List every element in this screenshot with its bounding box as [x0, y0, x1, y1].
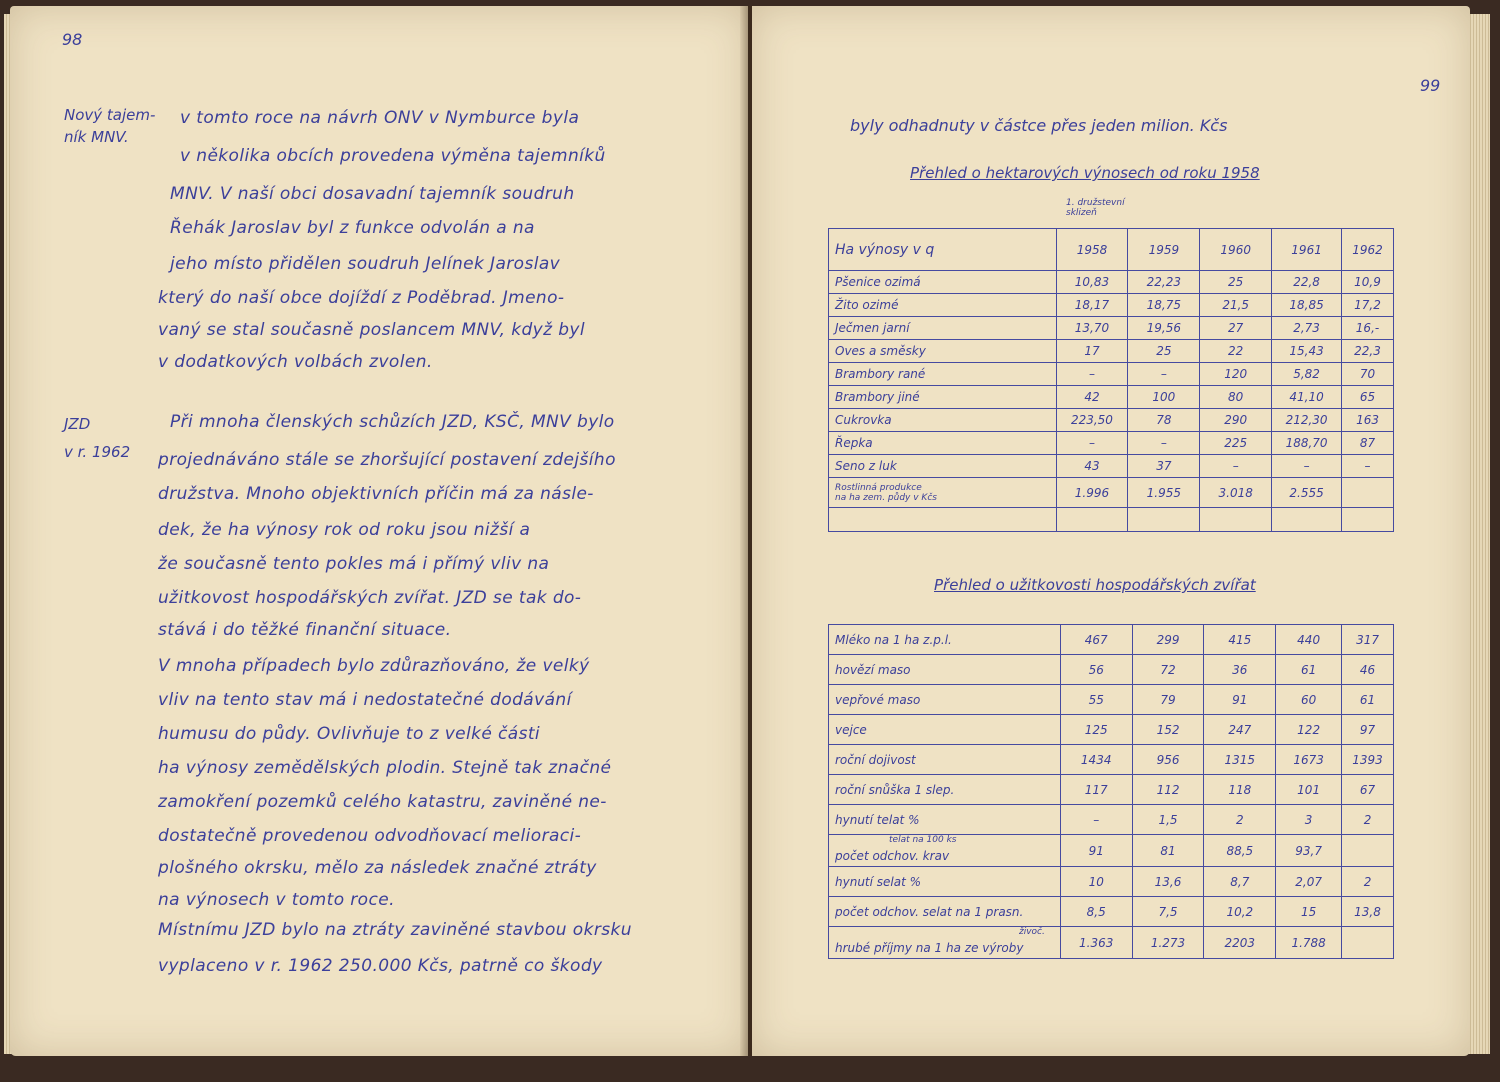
text-line: projednáváno stále se zhoršující postavení zdejšího [158, 450, 616, 470]
row-label: vejce [829, 715, 1061, 745]
cell: 13,8 [1342, 897, 1394, 927]
row-label-cell [829, 927, 1061, 959]
row-label: Ječmen jarní [829, 317, 1057, 340]
table-row [829, 715, 1394, 745]
cell: 2,07 [1276, 867, 1342, 897]
cell: – [1060, 805, 1132, 835]
text-line: Řehák Jaroslav byl z funkce odvolán a na [170, 218, 535, 238]
text-line: že současně tento pokles má i přímý vliv na [158, 554, 550, 574]
livestock-table [828, 624, 1394, 959]
cell: 2 [1342, 867, 1394, 897]
row-label: Mléko na 1 ha z.p.l. [829, 625, 1061, 655]
cell: 1,5 [1132, 805, 1204, 835]
table-row [829, 432, 1394, 455]
row-note: živoč. [1019, 927, 1045, 937]
cell: 440 [1276, 625, 1342, 655]
table-row [829, 363, 1394, 386]
cell: 117 [1060, 775, 1132, 805]
cell: 80 [1200, 386, 1272, 409]
table2-title: Přehled o užitkovosti hospodářských zvířat [934, 576, 1256, 594]
cell [1342, 508, 1394, 532]
text-line: V mnoha případech bylo zdůrazňováno, že velký [158, 656, 590, 676]
table-row [829, 685, 1394, 715]
cell: 2 [1342, 805, 1394, 835]
cell: 1434 [1060, 745, 1132, 775]
text-line: na výnosech v tomto roce. [158, 890, 395, 910]
cell [1342, 835, 1394, 867]
cell: 91 [1204, 685, 1276, 715]
text-line: jeho místo přidělen soudruh Jelínek Jaroslav [170, 254, 561, 274]
table-row [829, 927, 1394, 959]
table-row [829, 317, 1394, 340]
margin-note-jzd: JZD v r. 1962 [64, 415, 131, 461]
row-label: počet odchov. krav [835, 848, 950, 863]
table-row [829, 867, 1394, 897]
cell: 37 [1128, 455, 1200, 478]
cell: – [1056, 432, 1128, 455]
row-label: hrubé příjmy na 1 ha ze výroby [835, 940, 1024, 955]
cell: 27 [1200, 317, 1272, 340]
cell [1056, 508, 1128, 532]
cell: 21,5 [1200, 294, 1272, 317]
row-label: hovězí maso [829, 655, 1061, 685]
cell: 120 [1200, 363, 1272, 386]
text-line: který do naší obce dojíždí z Poděbrad. Jmeno- [158, 288, 565, 308]
cell: 10 [1060, 867, 1132, 897]
yields-table [828, 228, 1394, 532]
cell: 100 [1128, 386, 1200, 409]
cell: 97 [1342, 715, 1394, 745]
cell: 18,17 [1056, 294, 1128, 317]
row-label: Rostlinná produkce na ha zem. půdy v Kčs [829, 478, 1057, 508]
table-row [829, 508, 1394, 532]
table-row [829, 455, 1394, 478]
left-page [10, 6, 748, 1056]
cell: 67 [1342, 775, 1394, 805]
cell: 88,5 [1204, 835, 1276, 867]
cell: 2,73 [1272, 317, 1342, 340]
cell: 956 [1132, 745, 1204, 775]
table-row [829, 805, 1394, 835]
cell: 16,- [1342, 317, 1394, 340]
row-label: Řepka [829, 432, 1057, 455]
cell: 18,85 [1272, 294, 1342, 317]
cell: 225 [1200, 432, 1272, 455]
text-line: užitkovost hospodářských zvířat. JZD se tak do- [158, 588, 582, 608]
cell: 163 [1342, 409, 1394, 432]
cell: 25 [1128, 340, 1200, 363]
table1-title: Přehled o hektarových výnosech od roku 1958 [910, 164, 1260, 182]
cell: 247 [1204, 715, 1276, 745]
cell: 1.788 [1276, 927, 1342, 959]
cell: 152 [1132, 715, 1204, 745]
cell: 299 [1132, 625, 1204, 655]
cell: 112 [1132, 775, 1204, 805]
cell: 60 [1276, 685, 1342, 715]
text-line: zamokření pozemků celého katastru, zaviněné ne- [158, 792, 607, 812]
text-line: dek, že ha výnosy rok od roku jsou nižší a [158, 520, 531, 540]
right-page [752, 6, 1470, 1056]
table-row [829, 835, 1394, 867]
table-row [829, 775, 1394, 805]
text-line: vliv na tento stav má i nedostatečné dodávání [158, 690, 572, 710]
cell: 2 [1204, 805, 1276, 835]
row-label: Pšenice ozimá [829, 271, 1057, 294]
row-label: Brambory rané [829, 363, 1057, 386]
cell: 2203 [1204, 927, 1276, 959]
cell: 7,5 [1132, 897, 1204, 927]
table-row [829, 625, 1394, 655]
cell: – [1342, 455, 1394, 478]
cell: 91 [1060, 835, 1132, 867]
cell: 65 [1342, 386, 1394, 409]
table-row [829, 897, 1394, 927]
cell: 125 [1060, 715, 1132, 745]
cell: 223,50 [1056, 409, 1128, 432]
cell: 10,9 [1342, 271, 1394, 294]
cell: 290 [1200, 409, 1272, 432]
row-label: Žito ozimé [829, 294, 1057, 317]
cell: 118 [1204, 775, 1276, 805]
cell: 2.555 [1272, 478, 1342, 508]
row-label [829, 508, 1057, 532]
text-line: ha výnosy zemědělských plodin. Stejně tak značné [158, 758, 612, 778]
cell: 42 [1056, 386, 1128, 409]
cell: 56 [1060, 655, 1132, 685]
cell: 8,7 [1204, 867, 1276, 897]
row-label: Cukrovka [829, 409, 1057, 432]
table-row [829, 478, 1394, 508]
cell [1272, 508, 1342, 532]
text-line: MNV. V naší obci dosavadní tajemník soudruh [170, 184, 575, 204]
margin-note-secretary: Nový tajem- ník MNV. [64, 106, 156, 146]
cell: 79 [1132, 685, 1204, 715]
cell: 55 [1060, 685, 1132, 715]
row-label: hynutí telat % [829, 805, 1061, 835]
year-cell: 1962 [1342, 229, 1394, 271]
cell [1128, 508, 1200, 532]
cell: – [1128, 363, 1200, 386]
text-line: dostatečně provedenou odvodňovací melioraci- [158, 826, 582, 846]
page-number-right: 99 [1420, 76, 1441, 95]
cell: 87 [1342, 432, 1394, 455]
year-cell: 1961 [1272, 229, 1342, 271]
row-label: Seno z luk [829, 455, 1057, 478]
table-row [829, 294, 1394, 317]
cell [1200, 508, 1272, 532]
row-label: hynutí selat % [829, 867, 1061, 897]
cell: 22,3 [1342, 340, 1394, 363]
cell: 41,10 [1272, 386, 1342, 409]
continuation-line: byly odhadnuty v částce přes jeden milion. Kčs [850, 116, 1228, 135]
cell: 22 [1200, 340, 1272, 363]
cell: 10,2 [1204, 897, 1276, 927]
year-cell: 1958 [1056, 229, 1128, 271]
text-line: vaný se stal současně poslancem MNV, když byl [158, 320, 585, 340]
cell: 1.273 [1132, 927, 1204, 959]
cell: 317 [1342, 625, 1394, 655]
cell: 3.018 [1200, 478, 1272, 508]
cell: 5,82 [1272, 363, 1342, 386]
row-label: vepřové maso [829, 685, 1061, 715]
cell: 1.996 [1056, 478, 1128, 508]
text-line: v několika obcích provedena výměna tajemníků [180, 146, 606, 166]
cell: 19,56 [1128, 317, 1200, 340]
text-line: vyplaceno v r. 1962 250.000 Kčs, patrně co škody [158, 956, 603, 976]
cell: 22,23 [1128, 271, 1200, 294]
table-header-row [829, 229, 1394, 271]
year-cell: 1960 [1200, 229, 1272, 271]
text-line: v tomto roce na návrh ONV v Nymburce byla [180, 108, 580, 128]
table-row [829, 745, 1394, 775]
cell: 188,70 [1272, 432, 1342, 455]
table-row [829, 340, 1394, 363]
cell: 43 [1056, 455, 1128, 478]
table-row [829, 409, 1394, 432]
cell: 415 [1204, 625, 1276, 655]
cell: 8,5 [1060, 897, 1132, 927]
cell: 1315 [1204, 745, 1276, 775]
row-label: počet odchov. selat na 1 prasn. [829, 897, 1061, 927]
cell: 17 [1056, 340, 1128, 363]
row-label-cell [829, 835, 1061, 867]
cell [1342, 927, 1394, 959]
cell: 81 [1132, 835, 1204, 867]
cell: 18,75 [1128, 294, 1200, 317]
cell: – [1128, 432, 1200, 455]
table-header-label: Ha výnosy v q [829, 229, 1057, 271]
cell: 70 [1342, 363, 1394, 386]
table-row [829, 655, 1394, 685]
cell: 22,8 [1272, 271, 1342, 294]
cell: 467 [1060, 625, 1132, 655]
cell: 15,43 [1272, 340, 1342, 363]
cell: 61 [1276, 655, 1342, 685]
cell: 15 [1276, 897, 1342, 927]
left-page-text [10, 6, 748, 1006]
cell: 25 [1200, 271, 1272, 294]
cell: 212,30 [1272, 409, 1342, 432]
cell: – [1056, 363, 1128, 386]
text-line: družstva. Mnoho objektivních příčin má za násle- [158, 484, 594, 504]
row-label: roční snůška 1 slep. [829, 775, 1061, 805]
cell: 1673 [1276, 745, 1342, 775]
text-line: Místnímu JZD bylo na ztráty zaviněné stavbou okrsku [158, 920, 632, 940]
row-label: Oves a směsky [829, 340, 1057, 363]
cell [1342, 478, 1394, 508]
cell: 72 [1132, 655, 1204, 685]
cell: 1393 [1342, 745, 1394, 775]
cell: 10,83 [1056, 271, 1128, 294]
cell: 78 [1128, 409, 1200, 432]
table-row [829, 271, 1394, 294]
cell: 3 [1276, 805, 1342, 835]
text-line: Při mnoha členských schůzích JZD, KSČ, MNV bylo [170, 412, 615, 432]
cell: – [1272, 455, 1342, 478]
year-cell: 1959 [1128, 229, 1200, 271]
cell: 122 [1276, 715, 1342, 745]
text-line: stává i do těžké finanční situace. [158, 620, 452, 640]
cell: 1.363 [1060, 927, 1132, 959]
row-label: Brambory jiné [829, 386, 1057, 409]
row-note: telat na 100 ks [889, 835, 957, 845]
cell: 17,2 [1342, 294, 1394, 317]
cell: 101 [1276, 775, 1342, 805]
page-edges-right [1468, 14, 1490, 1054]
cell: 46 [1342, 655, 1394, 685]
table1-note: 1. družstevní sklizeň [1066, 198, 1125, 218]
text-line: v dodatkových volbách zvolen. [158, 352, 433, 372]
text-line: humusu do půdy. Ovlivňuje to z velké části [158, 724, 541, 744]
cell: 61 [1342, 685, 1394, 715]
row-label: roční dojivost [829, 745, 1061, 775]
cell: 13,6 [1132, 867, 1204, 897]
cell: – [1200, 455, 1272, 478]
cell: 93,7 [1276, 835, 1342, 867]
table-row [829, 386, 1394, 409]
text-line: plošného okrsku, mělo za následek značné ztráty [158, 858, 597, 878]
page-number-left: 98 [62, 30, 83, 49]
cell: 36 [1204, 655, 1276, 685]
cell: 1.955 [1128, 478, 1200, 508]
cell: 13,70 [1056, 317, 1128, 340]
